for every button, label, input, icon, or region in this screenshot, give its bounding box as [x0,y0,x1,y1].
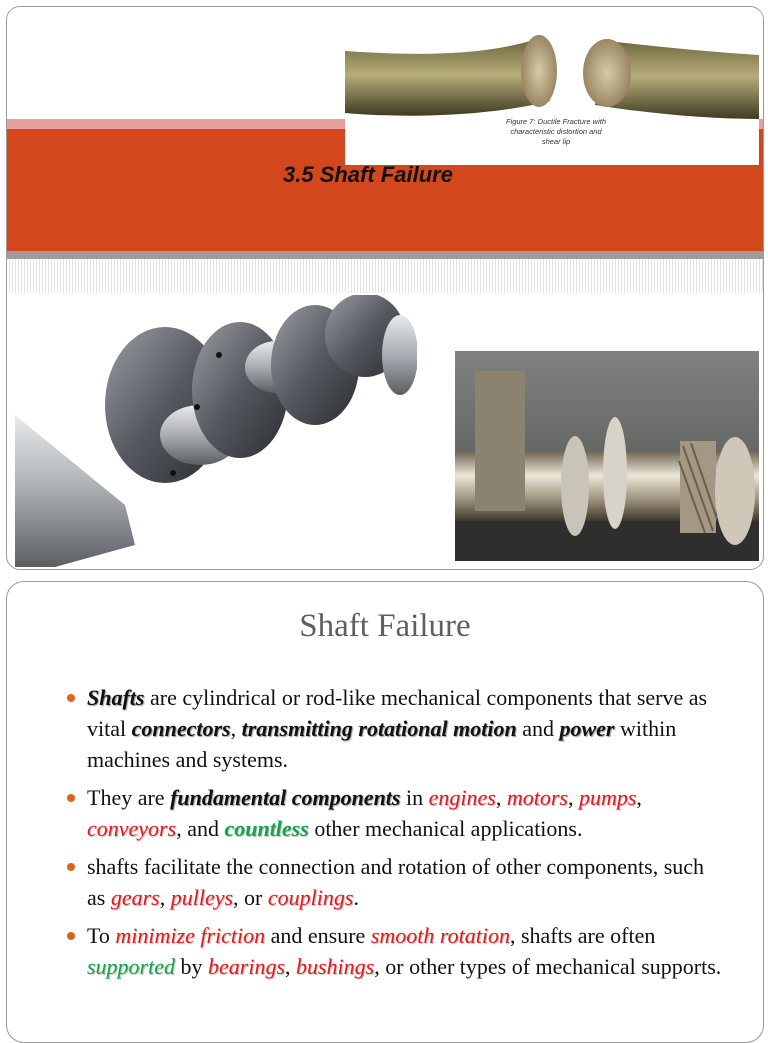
bullet-text-segment: , or [233,885,268,910]
bullet-text-segment: pumps [578,785,637,810]
bullet-text-segment: motors [506,785,568,810]
bullet-text-segment: , [636,785,642,810]
bullet-text-segment: gears [110,885,160,910]
slide-2-title: Shaft Failure [299,608,471,644]
bullet-text-segment: supported [87,954,175,979]
bullet-text-segment: , or other types of mechanical supports. [374,954,722,979]
bullet-text-segment: shafts facilitate the connection and rotation of other components, such as [87,854,705,910]
figure-caption: Figure 7: Ductile Fracture with characteristic distortion and shear lip [505,117,607,146]
bullet-item [87,782,727,844]
bullet-text-segment: couplings [267,885,354,910]
bullet-text-segment: To [87,923,116,948]
bullet-text-segment: They are [87,785,171,810]
bullet-text-segment: engines [428,785,496,810]
bullet-text-segment: fundamental components [170,785,401,810]
bullet-text-segment: bearings [208,954,285,979]
bullet-text-segment: , [285,954,296,979]
bullet-text-segment: connectors [131,716,231,741]
bullet-text-segment: transmitting rotational motion [241,716,517,741]
crankshaft-image [15,295,417,567]
bullet-item [87,682,727,775]
gray-band [7,251,763,259]
bullet-text-segment: , [495,785,507,810]
slide-1 [6,6,764,570]
failed-shaft-photo [455,351,759,561]
bullet-text-segment: , [159,885,171,910]
bullet-item [87,851,727,913]
ductile-fracture-image [345,15,759,165]
bullet-text-segment: , shafts are often [509,923,656,948]
bullet-text-segment: conveyors [87,816,177,841]
bullet-text-segment: smooth rotation [370,923,510,948]
bullet-text-segment: are cylindrical or rod-like mechanical components that serve as vital [87,685,708,741]
bullet-text-segment: Shafts [87,685,145,710]
bullet-list [87,682,727,989]
bullet-text-segment: and ensure [265,923,371,948]
bullet-text-segment: , and [176,816,225,841]
slide-1-title: 3.5 Shaft Failure [283,162,453,187]
bullet-text-segment: pulleys [170,885,234,910]
bullet-text-segment: . [353,885,359,910]
bullet-text-segment: within machines and systems. [87,716,677,772]
bullet-text-segment: and [516,716,560,741]
bullet-text-segment: minimize friction [115,923,266,948]
bullet-text-segment: , [230,716,242,741]
slide-2 [6,581,764,1043]
bullet-item [87,920,727,982]
bullet-text-segment: power [559,716,615,741]
striped-band [7,259,763,293]
bullet-text-segment: by [175,954,208,979]
bullet-text-segment: in [400,785,429,810]
bullet-text-segment: other mechanical applications. [308,816,583,841]
bullet-text-segment: bushings [296,954,375,979]
bullet-text-segment: countless [224,816,309,841]
bullet-text-segment: , [567,785,579,810]
